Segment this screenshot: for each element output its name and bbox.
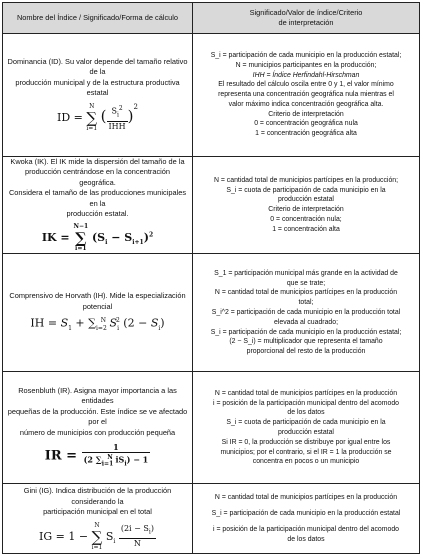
meaning-line: Criterio de interpretación: [268, 110, 344, 118]
table-row: [3, 484, 420, 554]
table-row: [3, 34, 420, 157]
meaning-line: concentra en pocos o un municipio: [252, 458, 360, 466]
meaning-line: N = cantidad total de municipios partícipes en la producción: [214, 494, 398, 502]
meaning-line: que se trate;: [286, 279, 326, 287]
meaning-line: i = posición de la participación municipal dentro del acomodo: [213, 399, 399, 407]
meaning-line: representa una concentración geográfica nula mientras el: [218, 91, 394, 99]
meaning-line: Criterio de interpretación: [268, 206, 344, 214]
meaning-line: 0 = concentración nula;: [270, 216, 342, 224]
index-formula: IR = $\frac{1}{(2 \sum_{i=1}^N iS_i) - 1}$: [44, 441, 149, 468]
meaning-line: 1 = concentración alta: [272, 225, 340, 233]
table-row: [3, 254, 420, 372]
table-row: [3, 157, 420, 254]
meaning-line: S_i = participación de cada municipio en la producción estatal;: [210, 51, 402, 59]
concentration-indices-table: [2, 2, 420, 554]
index-description-line: Rosenbluth (IR). Asigna mayor importancia a las entidades: [18, 385, 177, 406]
index-description-line: producción centrándose en la concentración geográfica.: [24, 167, 171, 187]
index-formula: ID = N ∑ i=1 ( $\frac{S_i^2}{\text{IHH}}$ )$^2$: [57, 103, 138, 133]
index-name-cell: [3, 157, 193, 254]
index-description-line: Gini (IG). Indica distribución de la producción considerando la: [23, 486, 172, 506]
index-name-cell: [3, 34, 193, 157]
index-description-line: número de municipios con producción pequeña: [19, 427, 176, 437]
index-meaning-cell: [193, 372, 420, 484]
header-index-name: Nombre del Índice / Significado/Forma de cálculo: [3, 3, 193, 34]
meaning-line: S_i = cuota de participación de cada municipio en la: [226, 419, 386, 427]
meaning-line: valor máximo indica concentración geográfica alta.: [228, 100, 384, 108]
header-meaning-line1: Significado/Valor de índice/Criterio: [249, 8, 363, 17]
meaning-line: IHH = Índice Herfindahl-Hirschman: [252, 71, 360, 79]
meaning-line: producción estatal: [278, 428, 334, 436]
index-description-line: Dominancia (ID). Su valor depende del tamaño relativo de la: [7, 56, 188, 77]
index-description-line: pequeñas de la producción. Este índice se ve afectado por el: [7, 406, 188, 427]
index-formula: IK = N−1 ∑ i=1 $(S_i - S_{i+1})^2$: [41, 223, 154, 253]
meaning-line: de los datos: [287, 409, 325, 417]
table-row: [3, 372, 420, 484]
header-meaning: [193, 3, 420, 34]
meaning-line: S_i = participación de cada municipio en la producción estatal;: [210, 328, 402, 336]
meaning-line: N = municipios participantes en la producción;: [235, 61, 377, 69]
meaning-line: 0 = concentración geográfica nula: [254, 120, 358, 128]
index-description-line: Kwoka (IK). El IK mide la dispersión del tamaño de la: [10, 157, 185, 166]
meaning-line: de los datos: [287, 535, 325, 543]
index-description-line: producción estatal.: [66, 209, 129, 219]
index-name-cell: [3, 254, 193, 372]
index-description-line: producción municipal y de la estructura productiva estatal: [15, 77, 180, 97]
index-name-cell: [3, 372, 193, 484]
index-meaning-cell: [193, 157, 420, 254]
table-header-row: [3, 3, 420, 34]
index-table-container: [2, 2, 419, 552]
meaning-line: S_i^2 = participación de cada municipio en la producción total: [211, 309, 401, 317]
meaning-line: N = cantidad total de municipios partícipes en la producción: [214, 389, 398, 397]
meaning-line: elevada al cuadrado;: [274, 318, 338, 326]
index-description-line: Considera el tamaño de las producciones municipales en la: [8, 188, 187, 208]
index-name-cell: [3, 484, 193, 554]
meaning-line: El resultado del cálculo oscila entre 0 y 1, el valor mínimo: [218, 81, 394, 89]
meaning-line: Si IR = 0, la producción se distribuye por igual entre los: [221, 438, 391, 446]
index-description-line: participación municipal en el total: [43, 507, 152, 517]
meaning-line: (2 − S_i) = multiplicador que representa el tamaño: [229, 338, 383, 346]
meaning-line: S_1 = participación municipal más grande en la actividad de: [214, 269, 398, 277]
index-description-line: potencial: [82, 301, 113, 311]
index-meaning-cell: [193, 34, 420, 157]
index-formula: IG = 1 − N ∑ i=1 $S_i$ $\frac{(2i - S_i)}{N}$: [39, 521, 154, 551]
index-meaning-cell: [193, 254, 420, 372]
header-meaning-line2: de interpretación: [278, 18, 334, 27]
index-formula: IH = $S_1 + \sum_{i=2}^N$ $S_i^2$ $(2 - S_i)$: [30, 316, 165, 333]
meaning-line: N = cantidad total de municipios partícipes en la producción: [214, 289, 398, 297]
meaning-line: 1 = concentración geográfica alta: [255, 130, 357, 138]
meaning-line: N = cantidad total de municipios partícipes en la producción;: [213, 176, 399, 184]
meaning-line: proporcional del resto de la producción: [246, 348, 366, 356]
index-meaning-cell: [193, 484, 420, 554]
meaning-line: i = posición de la participación municipal dentro del acomodo: [213, 525, 399, 533]
meaning-line: total;: [298, 299, 314, 307]
meaning-line: S_i = cuota de participación de cada municipio en la: [226, 186, 386, 194]
meaning-line: municipios; por el contrario, si el IR = 1 la producción se: [220, 448, 392, 456]
meaning-line: S_i = participación de cada municipio en la producción estatal: [211, 510, 401, 518]
meaning-line: producción estatal: [278, 196, 334, 204]
index-description-line: Comprensivo de Horvath (IH). Mide la especialización: [9, 291, 186, 301]
